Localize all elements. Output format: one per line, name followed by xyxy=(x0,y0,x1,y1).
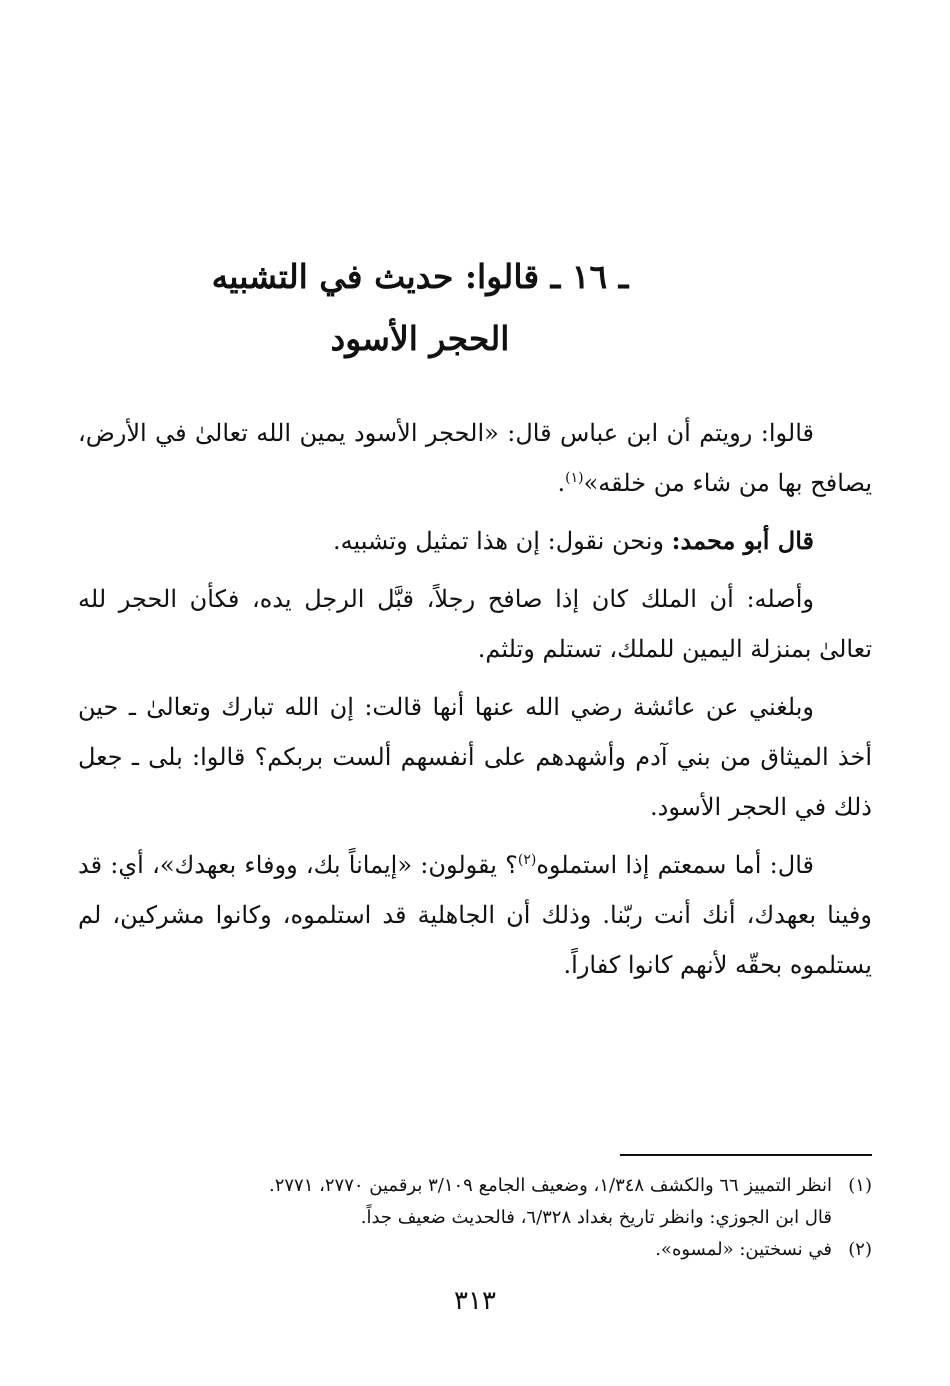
paragraph-2 xyxy=(78,516,872,566)
footnote-2-number: (٢) xyxy=(848,1239,872,1260)
paragraph-5 xyxy=(78,840,872,990)
chapter-title-line-1: ـ ١٦ ـ قالوا: حديث في التشبيه xyxy=(211,257,629,296)
paragraph-1-text: قالوا: رويتم أن ابن عباس قال: «الحجر الأسود يمين الله تعالىٰ في الأرض، يصافح بها من شاء من خلقه» xyxy=(78,419,872,497)
footnote-ref-2[interactable]: (٢) xyxy=(517,852,537,868)
footnote-separator xyxy=(620,1154,872,1156)
footnote-2 xyxy=(78,1234,872,1266)
paragraph-4-text: وبلغني عن عائشة رضي الله عنها أنها قالت: إن الله تبارك وتعالىٰ ـ حين أخذ الميثاق من بني آدم وأشهدهم على أنفسهم ألست بربكم؟ قالوا: بلى ـ جعل ذلك في الحجر الأسود. xyxy=(78,693,872,821)
paragraph-2-speaker: قال أبو محمد: xyxy=(671,526,814,555)
paragraph-2-text: ونحن نقول: إن هذا تمثيل وتشبيه. xyxy=(333,527,672,555)
footnote-1-line-2: قال ابن الجوزي: وانظر تاريخ بغداد ٦/٣٢٨، فالحديث ضعيف جداً. xyxy=(360,1207,832,1228)
footnote-ref-1[interactable]: (١) xyxy=(565,470,584,486)
paragraph-5-text-before: قال: أما سمعتم إذا استملوه xyxy=(536,851,814,879)
paragraph-3 xyxy=(78,574,872,674)
paragraph-5-text-after: ؟ يقولون: «إيماناً بك، ووفاء بعهدك»، أي: قد وفينا بعهدك، أنك أنت ربّنا. وذلك أن الجاهلية قد استلموه، وكانوا مشركين، لم يستلموه بحقّه لأنهم كانوا كفاراً. xyxy=(78,851,872,979)
footnote-1-line-1: انظر التمييز ٦٦ والكشف ١/٣٤٨، وضعيف الجامع ٣/١٠٩ برقمين ٢٧٧٠، ٢٧٧١. xyxy=(268,1175,832,1196)
main-text xyxy=(78,408,872,998)
chapter-title-line-2: الحجر الأسود xyxy=(330,319,510,358)
page-number: ٣١٣ xyxy=(454,1286,496,1316)
paragraph-4 xyxy=(78,682,872,832)
chapter-title xyxy=(140,246,700,370)
footnote-1-number: (١) xyxy=(848,1175,872,1196)
paragraph-1 xyxy=(78,408,872,508)
paragraph-3-text: وأصله: أن الملك كان إذا صافح رجلاً، قبَّل الرجل يده، فكأن الحجر لله تعالىٰ بمنزلة اليمين للملك، تستلم وتلثم. xyxy=(78,585,872,663)
footnote-2-line-1: في نسختين: «لمسوه». xyxy=(655,1239,832,1260)
footnote-1 xyxy=(78,1170,872,1234)
footnotes xyxy=(78,1170,872,1266)
paragraph-1-tail: . xyxy=(557,469,566,497)
